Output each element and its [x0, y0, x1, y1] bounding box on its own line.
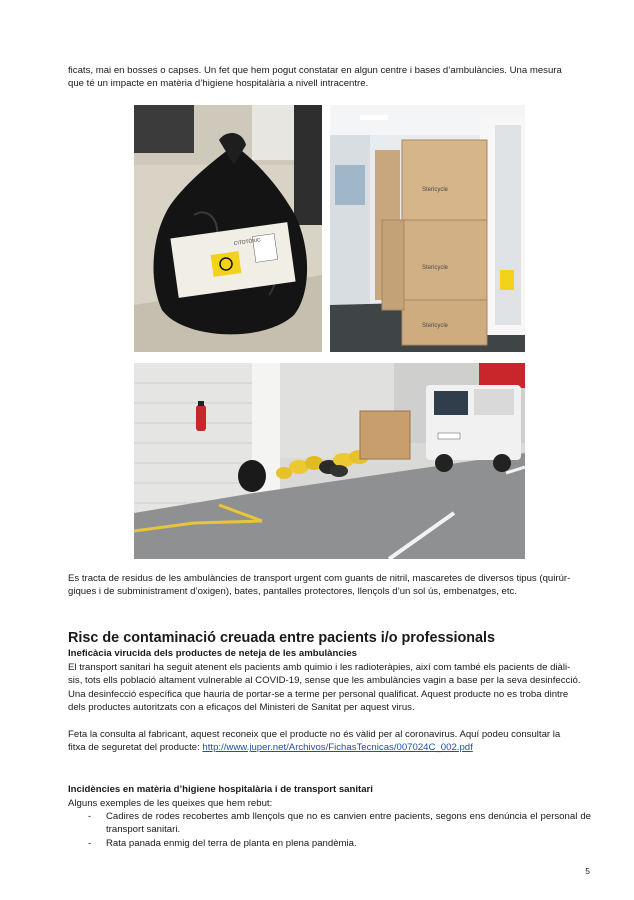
paragraph-line: El transport sanitari ha seguit atenent els pacients amb quimio i les radioteràpies, així com també els pacients de diàli-	[68, 662, 571, 673]
paragraph-line: Feta la consulta al fabricant, aquest reconeix que el producte no és vàlid per al coronavirus. Aquí podeu consultar la	[68, 729, 561, 740]
caption-line: giques i de subministrament d’oxigen), bates, pantalles protectores, llençols d’un sol ús, embenatges, etc.	[68, 586, 518, 598]
list-dash: -	[88, 811, 92, 822]
list-item-text: Cadires de rodes recobertes amb llençols que no es canvien entre pacients, segons ens denúncia el personal de transport sanitari.	[106, 811, 591, 836]
box-brand: Stericycle	[422, 187, 449, 193]
datasheet-link[interactable]: http://www.juper.net/Archivos/FichasTecnicas/007024C_002.pdf	[202, 742, 473, 754]
bag-label-text: CITOTÒXIC	[233, 237, 262, 247]
section-subtitle: Ineficàcia virucida dels productes de neteja de les ambulàncies	[68, 648, 357, 659]
photo-caption	[68, 572, 591, 599]
incidences-intro	[68, 797, 591, 810]
section-paragraph-1	[68, 661, 591, 715]
list-item-text: Rata panada enmig del terra de planta en plena pandèmia.	[106, 837, 357, 849]
incidences-title: Incidències en matèria d’higiene hospitalària i de transport sanitari	[68, 784, 373, 795]
box-brand: Stericycle	[422, 323, 449, 329]
incidences-list	[68, 810, 591, 850]
paragraph-line-with-link	[68, 741, 591, 754]
page-number: 5	[585, 866, 590, 876]
list-dash: -	[88, 837, 92, 849]
paragraph-line: Una desinfecció específica que hauria de portar-se a terme per personal qualificat. Aquest producte no es troba dintre	[68, 688, 569, 700]
photo-garage	[134, 363, 525, 559]
intro-paragraph	[68, 64, 591, 91]
caption-line: Es tracta de residus de les ambulàncies de transport urgent com guants de nitril, mascaretes de diversos tipus (quirúr-	[68, 573, 571, 584]
intro-line: que té un impacte en matèria d’higiene hospitalària a nivell intracentre.	[68, 78, 369, 90]
photo-waste-bag	[134, 105, 322, 352]
list-item	[68, 810, 591, 837]
incidences-intro-text: Alguns exemples de les queixes que hem rebut:	[68, 798, 273, 809]
intro-line: ficats, mai en bosses o capses. Un fet que hem pogut constatar en algun centre i bases d’ambulàncies. Una mesura	[68, 65, 562, 76]
paragraph-line: sis, tots ells població altament vulnerable al COVID-19, sense que les ambulàncies vagin a base per la seva desinfecció.	[68, 675, 581, 687]
list-item	[68, 837, 591, 850]
section-title: Risc de contaminació creuada entre pacients i/o professionals	[68, 630, 496, 646]
box-brand: Stericycle	[422, 265, 449, 271]
section-paragraph-2	[68, 728, 591, 755]
paragraph-line: dels productes autoritzats con a eficaços del Ministeri de Sanitat per aquest virus.	[68, 702, 415, 714]
link-prefix: fitxa de seguretat del producte:	[68, 742, 203, 754]
photo-stacked-boxes	[330, 105, 525, 352]
